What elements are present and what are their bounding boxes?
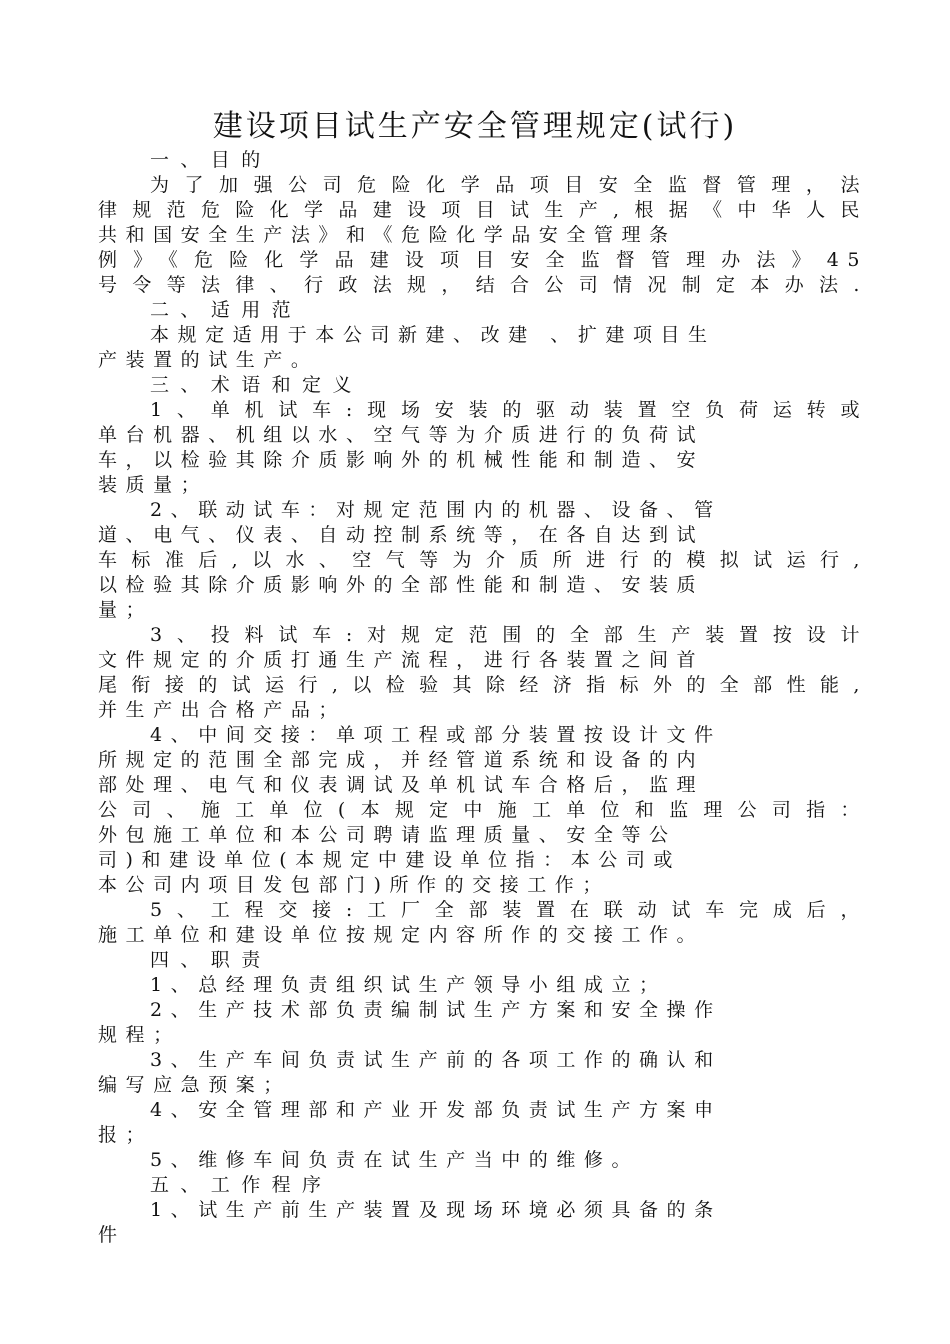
paragraph-line: 车，以检验其除介质影响外的机械性能和制造、安 xyxy=(98,449,705,471)
paragraph-line: 号令等法律、行政法规，结合公司情况制定本办法. xyxy=(98,274,868,296)
paragraph-line: 本规定适用于本公司新建、改建 、扩建项目生 xyxy=(150,324,716,346)
paragraph-line: 2、生产技术部负责编制试生产方案和安全操作 xyxy=(150,999,722,1021)
paragraph-line: 公司、施工单位(本规定中施工单位和监理公司指： xyxy=(98,799,868,821)
paragraph-line: 车标准后,以水、空气等为介质所进行的模拟试运行, xyxy=(98,549,868,571)
paragraph-line: 3、投料试车:对规定范围的全部生产装置按设计 xyxy=(150,624,868,646)
paragraph-line: 量； xyxy=(98,599,154,621)
paragraph-line: 1、总经理负责组织试生产领导小组成立； xyxy=(150,974,667,996)
paragraph-line: 单台机器、机组以水、空气等为介质进行的负荷试 xyxy=(98,424,705,446)
paragraph-line: 外包施工单位和本公司聘请监理质量、安全等公 xyxy=(98,824,677,846)
paragraph-line: 4、中间交接：单项工程或部分装置按设计文件 xyxy=(150,724,722,746)
paragraph-line: 1、试生产前生产装置及现场环境必须具备的条 xyxy=(150,1199,722,1221)
paragraph-line: 尾衔接的试运行,以检验其除经济指标外的全部性能, xyxy=(98,674,868,696)
section-heading: 三、术语和定义 xyxy=(150,374,363,396)
paragraph-line: 5、维修车间负责在试生产当中的维修。 xyxy=(150,1149,639,1171)
paragraph-line: 为了加强公司危险化学品项目安全监督管理，法 xyxy=(150,174,868,196)
document-title: 建设项目试生产安全管理规定(试行) xyxy=(212,109,738,144)
paragraph-line: 部处理、电气和仪表调试及单机试车合格后，监理 xyxy=(98,774,705,796)
paragraph-line: 以检验其除介质影响外的全部性能和制造、安装质 xyxy=(98,574,705,596)
paragraph-line: 报； xyxy=(98,1124,154,1146)
paragraph-line: 例》《危险化学品建设项目安全监督管理办法》45 xyxy=(98,249,868,271)
section-heading: 五、工作程序 xyxy=(150,1174,333,1196)
paragraph-line: 司)和建设单位(本规定中建设单位指：本公司或 xyxy=(98,849,681,871)
paragraph-line: 装质量； xyxy=(98,474,209,496)
paragraph-line: 本公司内项目发包部门)所作的交接工作； xyxy=(98,874,610,896)
paragraph-line: 规程； xyxy=(98,1024,181,1046)
paragraph-line: 件 xyxy=(98,1224,126,1246)
paragraph-line: 律规范危险化学品建设项目试生产,根据《中华人民 xyxy=(98,199,868,221)
paragraph-line: 4、安全管理部和产业开发部负责试生产方案申 xyxy=(150,1099,722,1121)
section-heading: 二、适用范 xyxy=(150,299,303,321)
paragraph-line: 编写应急预案； xyxy=(98,1074,291,1096)
paragraph-line: 并生产出合格产品； xyxy=(98,699,346,721)
paragraph-line: 1、单机试车:现场安装的驱动装置空负荷运转或 xyxy=(150,399,868,421)
paragraph-line: 所规定的范围全部完成，并经管道系统和设备的内 xyxy=(98,749,705,771)
paragraph-line: 3、生产车间负责试生产前的各项工作的确认和 xyxy=(150,1049,722,1071)
paragraph-line: 产装置的试生产。 xyxy=(98,349,319,371)
paragraph-line: 5、工程交接:工厂全部装置在联动试车完成后， xyxy=(150,899,868,921)
paragraph-line: 2、联动试车：对规定范围内的机器、设备、管 xyxy=(150,499,722,521)
section-heading: 四、职责 xyxy=(150,949,272,971)
paragraph-line: 道、电气、仪表、自动控制系统等，在各自达到试 xyxy=(98,524,705,546)
paragraph-line: 共和国安全生产法》和《危险化学品安全管理条 xyxy=(98,224,677,246)
section-heading: 一、目的 xyxy=(150,149,272,171)
paragraph-line: 施工单位和建设单位按规定内容所作的交接工作。 xyxy=(98,924,705,946)
paragraph-line: 文件规定的介质打通生产流程，进行各装置之间首 xyxy=(98,649,705,671)
